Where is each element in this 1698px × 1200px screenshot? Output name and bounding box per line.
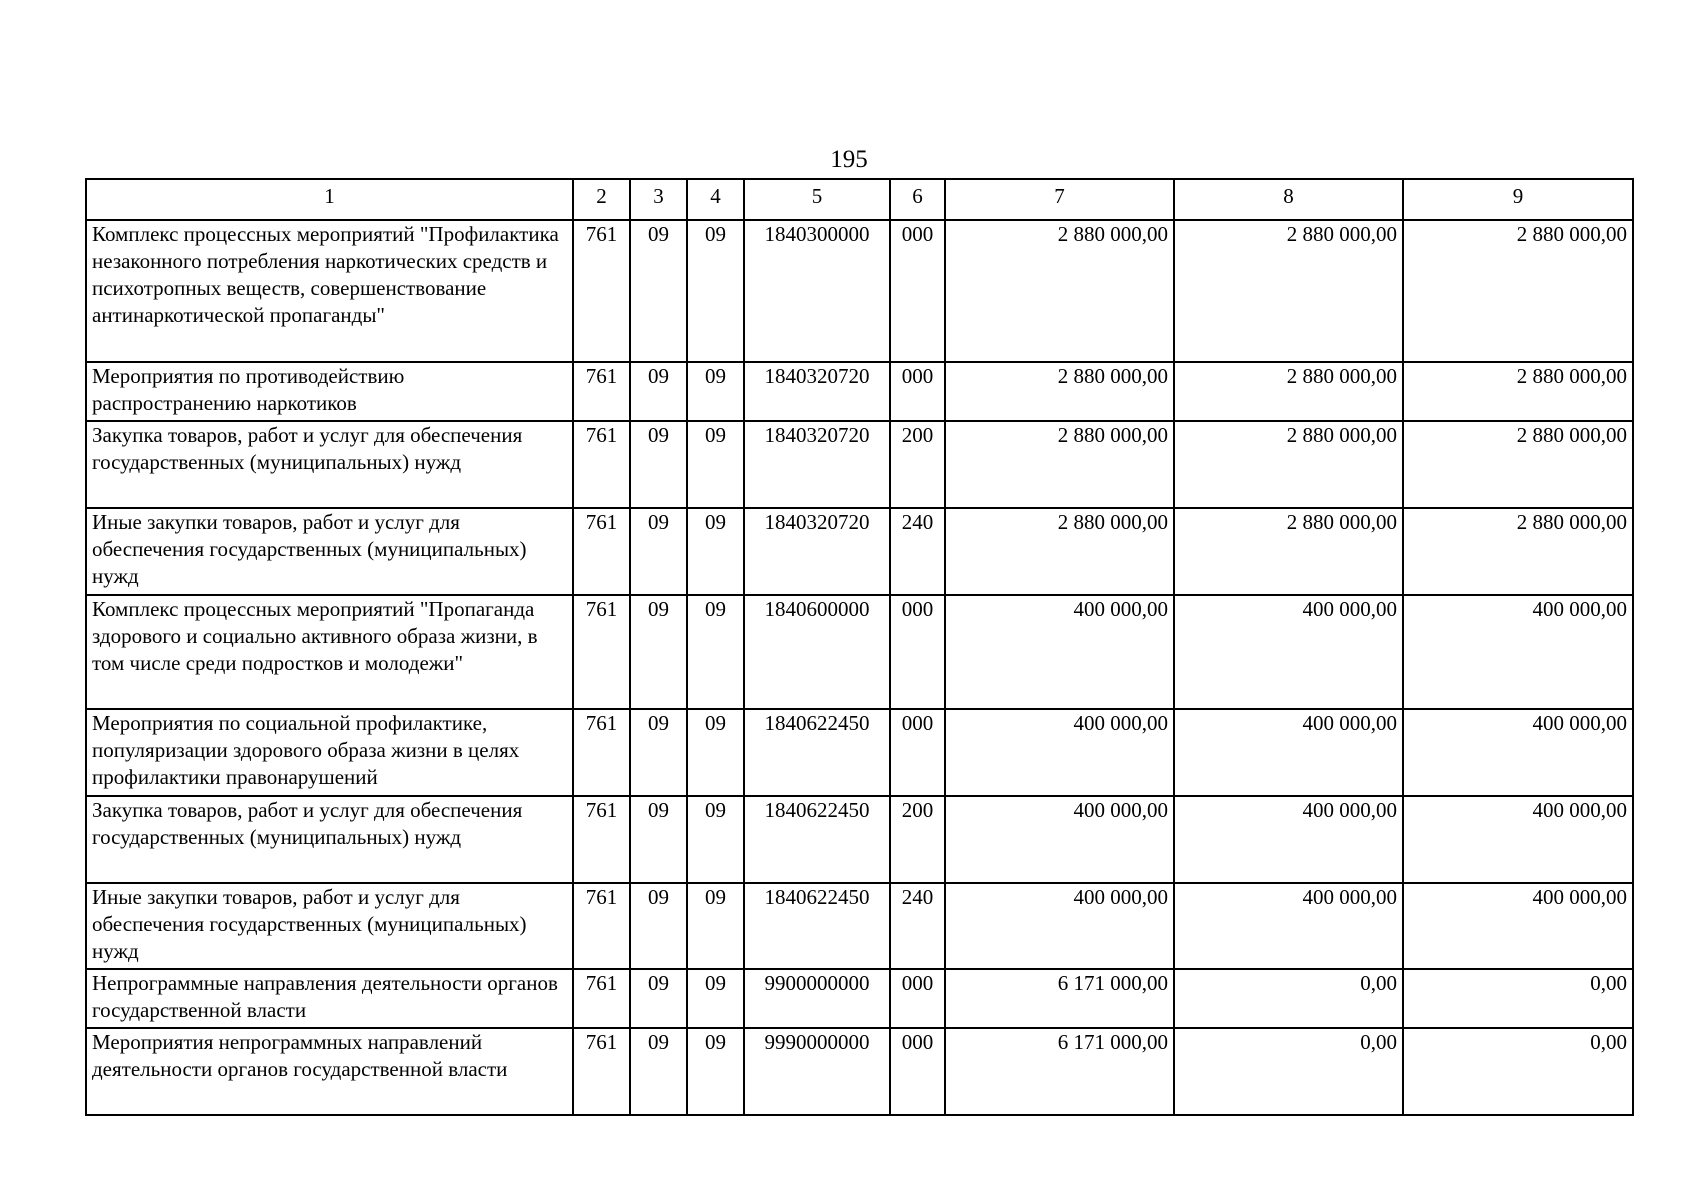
cell-col4: 09 [687, 1028, 744, 1115]
cell-col7: 6 171 000,00 [945, 969, 1174, 1028]
column-header: 8 [1174, 179, 1403, 220]
cell-col8: 2 880 000,00 [1174, 421, 1403, 508]
cell-col3: 09 [630, 709, 687, 796]
row-name: Мероприятия непрограммных направлений деятельности органов государственной власти [86, 1028, 573, 1115]
cell-col6: 200 [890, 796, 945, 883]
cell-col2: 761 [573, 362, 630, 421]
cell-col9: 400 000,00 [1403, 709, 1633, 796]
cell-col6: 000 [890, 709, 945, 796]
cell-col9: 2 880 000,00 [1403, 508, 1633, 595]
cell-col7: 6 171 000,00 [945, 1028, 1174, 1115]
cell-col5: 9990000000 [744, 1028, 890, 1115]
cell-col6: 000 [890, 220, 945, 362]
cell-col4: 09 [687, 595, 744, 709]
cell-col6: 240 [890, 508, 945, 595]
cell-col5: 1840320720 [744, 508, 890, 595]
cell-col5: 1840600000 [744, 595, 890, 709]
cell-col6: 000 [890, 969, 945, 1028]
cell-col4: 09 [687, 883, 744, 969]
cell-col7: 2 880 000,00 [945, 508, 1174, 595]
cell-col6: 000 [890, 362, 945, 421]
table-row [86, 969, 1633, 1028]
cell-col2: 761 [573, 220, 630, 362]
cell-col7: 400 000,00 [945, 595, 1174, 709]
cell-col2: 761 [573, 796, 630, 883]
cell-col5: 1840622450 [744, 883, 890, 969]
cell-col5: 1840300000 [744, 220, 890, 362]
cell-col5: 1840320720 [744, 362, 890, 421]
cell-col3: 09 [630, 421, 687, 508]
cell-col8: 400 000,00 [1174, 883, 1403, 969]
row-name: Закупка товаров, работ и услуг для обеспечения государственных (муниципальных) нужд [86, 421, 573, 508]
cell-col2: 761 [573, 709, 630, 796]
table-row [86, 883, 1633, 969]
cell-col8: 400 000,00 [1174, 595, 1403, 709]
cell-col2: 761 [573, 1028, 630, 1115]
cell-col6: 000 [890, 1028, 945, 1115]
cell-col9: 0,00 [1403, 969, 1633, 1028]
cell-col2: 761 [573, 969, 630, 1028]
cell-col9: 2 880 000,00 [1403, 220, 1633, 362]
cell-col3: 09 [630, 883, 687, 969]
cell-col5: 1840622450 [744, 796, 890, 883]
cell-col7: 2 880 000,00 [945, 362, 1174, 421]
table-row [86, 220, 1633, 362]
column-header: 2 [573, 179, 630, 220]
cell-col7: 400 000,00 [945, 709, 1174, 796]
cell-col4: 09 [687, 796, 744, 883]
row-name: Комплекс процессных мероприятий "Профилактика незаконного потребления наркотических средств и психотропных веществ, совершенствование антинаркотической пропаганды" [86, 220, 573, 362]
cell-col7: 2 880 000,00 [945, 421, 1174, 508]
cell-col6: 240 [890, 883, 945, 969]
column-header: 3 [630, 179, 687, 220]
cell-col8: 400 000,00 [1174, 709, 1403, 796]
cell-col3: 09 [630, 595, 687, 709]
cell-col8: 400 000,00 [1174, 796, 1403, 883]
cell-col4: 09 [687, 508, 744, 595]
column-header: 6 [890, 179, 945, 220]
row-name: Иные закупки товаров, работ и услуг для обеспечения государственных (муниципальных) нужд [86, 508, 573, 595]
page-number: 195 [830, 146, 868, 173]
cell-col9: 2 880 000,00 [1403, 421, 1633, 508]
table-row [86, 796, 1633, 883]
table-row [86, 362, 1633, 421]
cell-col9: 400 000,00 [1403, 595, 1633, 709]
cell-col3: 09 [630, 220, 687, 362]
cell-col6: 200 [890, 421, 945, 508]
column-header: 7 [945, 179, 1174, 220]
table-row [86, 709, 1633, 796]
cell-col4: 09 [687, 362, 744, 421]
row-name: Мероприятия по противодействию распространению наркотиков [86, 362, 573, 421]
cell-col2: 761 [573, 883, 630, 969]
budget-table [85, 178, 1634, 1116]
cell-col3: 09 [630, 969, 687, 1028]
row-name: Комплекс процессных мероприятий "Пропаганда здорового и социально активного образа жизни, в том числе среди подростков и молодежи" [86, 595, 573, 709]
cell-col2: 761 [573, 421, 630, 508]
cell-col3: 09 [630, 508, 687, 595]
cell-col2: 761 [573, 595, 630, 709]
cell-col8: 2 880 000,00 [1174, 362, 1403, 421]
cell-col3: 09 [630, 796, 687, 883]
cell-col9: 400 000,00 [1403, 883, 1633, 969]
cell-col9: 2 880 000,00 [1403, 362, 1633, 421]
cell-col9: 0,00 [1403, 1028, 1633, 1115]
cell-col4: 09 [687, 969, 744, 1028]
column-header: 5 [744, 179, 890, 220]
cell-col8: 2 880 000,00 [1174, 508, 1403, 595]
column-header: 4 [687, 179, 744, 220]
cell-col6: 000 [890, 595, 945, 709]
cell-col4: 09 [687, 709, 744, 796]
cell-col9: 400 000,00 [1403, 796, 1633, 883]
cell-col5: 1840320720 [744, 421, 890, 508]
table-row [86, 421, 1633, 508]
cell-col3: 09 [630, 362, 687, 421]
column-header: 9 [1403, 179, 1633, 220]
cell-col5: 9900000000 [744, 969, 890, 1028]
table-row [86, 1028, 1633, 1115]
cell-col8: 0,00 [1174, 1028, 1403, 1115]
table-row [86, 595, 1633, 709]
cell-col4: 09 [687, 421, 744, 508]
cell-col2: 761 [573, 508, 630, 595]
column-header: 1 [86, 179, 573, 220]
cell-col5: 1840622450 [744, 709, 890, 796]
cell-col4: 09 [687, 220, 744, 362]
row-name: Мероприятия по социальной профилактике, популяризации здорового образа жизни в целях профилактики правонарушений [86, 709, 573, 796]
row-name: Непрограммные направления деятельности органов государственной власти [86, 969, 573, 1028]
row-name: Закупка товаров, работ и услуг для обеспечения государственных (муниципальных) нужд [86, 796, 573, 883]
cell-col8: 0,00 [1174, 969, 1403, 1028]
table-row [86, 508, 1633, 595]
row-name: Иные закупки товаров, работ и услуг для обеспечения государственных (муниципальных) нужд [86, 883, 573, 969]
cell-col7: 2 880 000,00 [945, 220, 1174, 362]
cell-col7: 400 000,00 [945, 796, 1174, 883]
cell-col7: 400 000,00 [945, 883, 1174, 969]
header-row [86, 179, 1633, 220]
cell-col3: 09 [630, 1028, 687, 1115]
cell-col8: 2 880 000,00 [1174, 220, 1403, 362]
